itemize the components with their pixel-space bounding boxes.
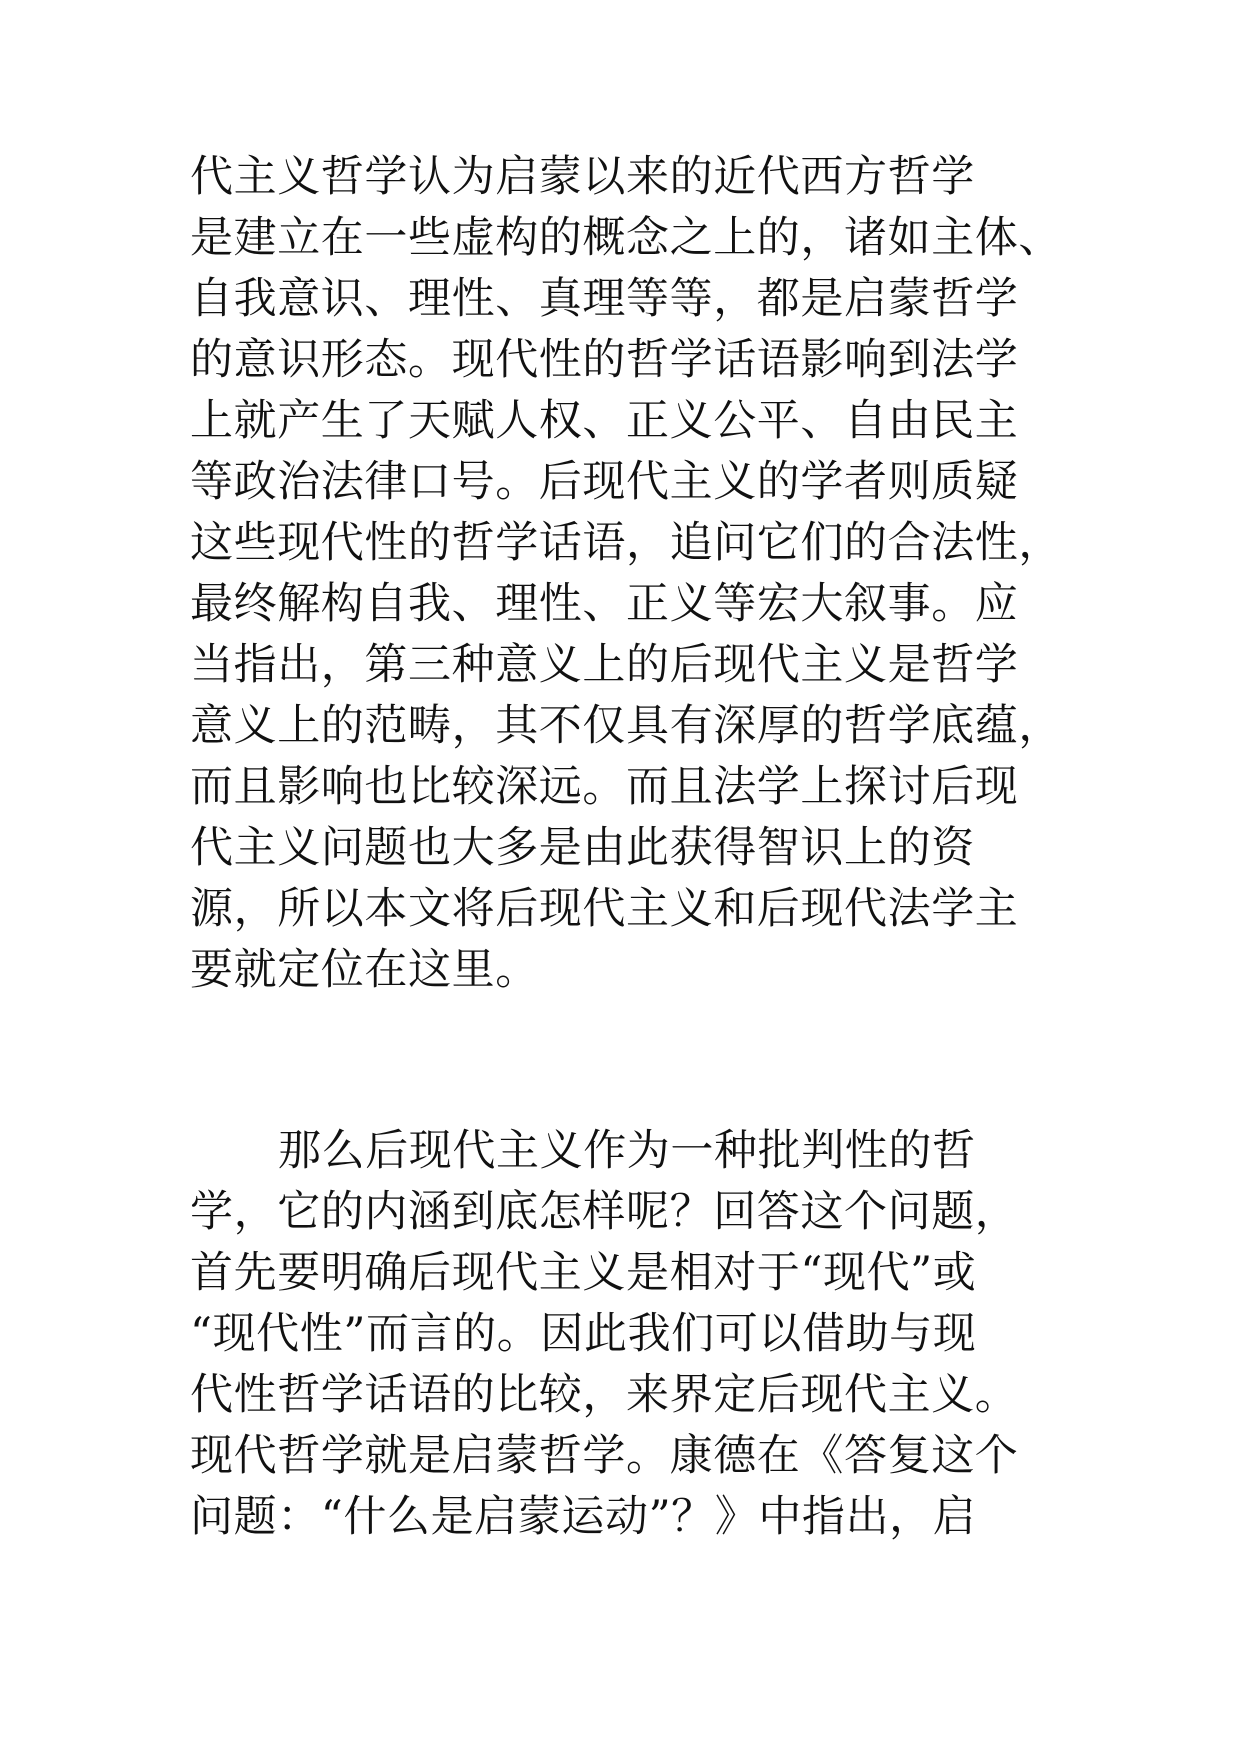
text-line: 上就产生了天赋人权、正义公平、自由民主 — [190, 396, 1019, 446]
text-line: 自我意识、理性、真理等等，都是启蒙哲学 — [190, 274, 1019, 324]
text-line: 要就定位在这里。 — [190, 945, 539, 995]
text-line: 那么后现代主义作为一种批判性的哲 — [278, 1126, 976, 1176]
text-line: 意义上的范畴，其不仅具有深厚的哲学底蕴， — [190, 701, 1062, 751]
text-line: 代主义哲学认为启蒙以来的近代西方哲学 — [190, 152, 975, 202]
paragraph-1 — [190, 147, 1090, 1001]
text-line: 当指出，第三种意义上的后现代主义是哲学 — [190, 640, 1019, 690]
text-line: 现代哲学就是启蒙哲学。康德在《答复这个 — [190, 1431, 1019, 1481]
text-line: 而且影响也比较深远。而且法学上探讨后现 — [190, 762, 1019, 812]
text-line: 源，所以本文将后现代主义和后现代法学主 — [190, 884, 1019, 934]
text-line: 最终解构自我、理性、正义等宏大叙事。应 — [190, 579, 1019, 629]
text-line: 代主义问题也大多是由此获得智识上的资 — [190, 823, 975, 873]
text-line: 问题：“什么是启蒙运动”？》中指出，启 — [190, 1492, 977, 1542]
text-line: 代性哲学话语的比较，来界定后现代主义。 — [190, 1370, 1019, 1420]
text-line: 是建立在一些虚构的概念之上的，诸如主体、 — [190, 213, 1062, 263]
text-line: 首先要明确后现代主义是相对于“现代”或 — [190, 1248, 977, 1298]
paragraph-2 — [190, 1121, 1090, 1548]
text-line: 的意识形态。现代性的哲学话语影响到法学 — [190, 335, 1019, 385]
text-line: “现代性”而言的。因此我们可以借助与现 — [190, 1309, 977, 1359]
text-line: 学，它的内涵到底怎样呢？回答这个问题， — [190, 1187, 1019, 1237]
text-line: 这些现代性的哲学话语，追问它们的合法性， — [190, 518, 1062, 568]
text-line: 等政治法律口号。后现代主义的学者则质疑 — [190, 457, 1019, 507]
